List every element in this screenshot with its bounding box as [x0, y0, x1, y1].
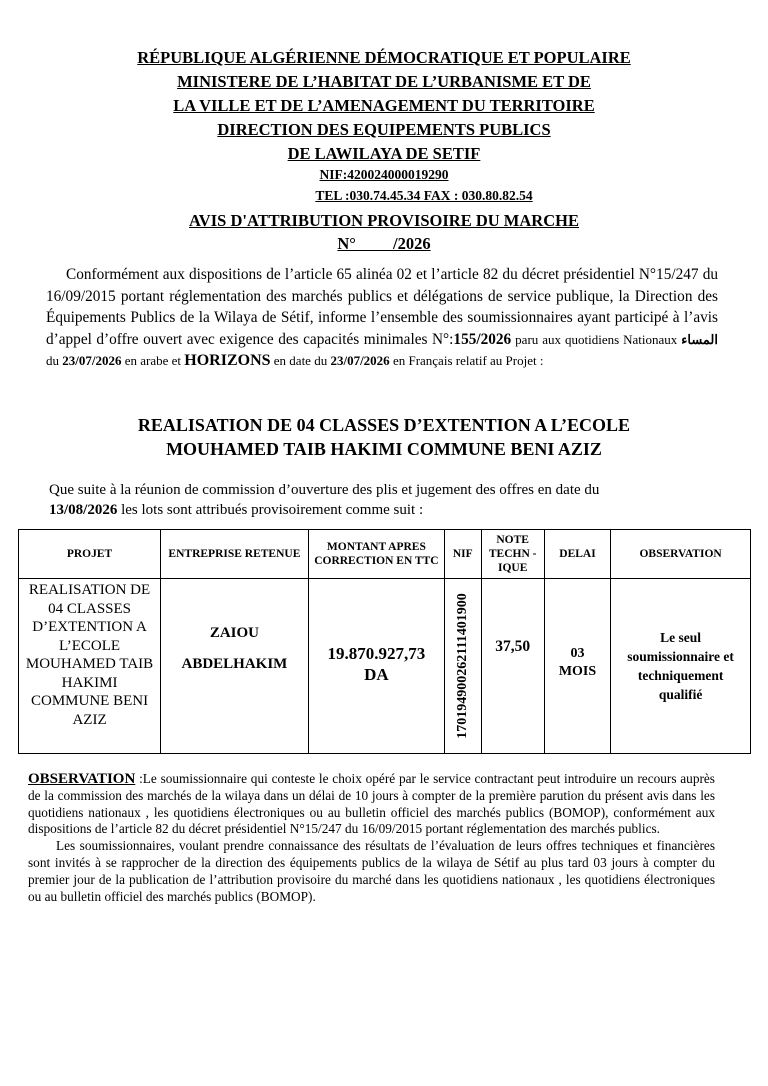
intro-text-c: du — [46, 353, 63, 368]
intro-journal-arabic: المساء — [681, 331, 719, 347]
intro-avis-number: 155/2026 — [453, 330, 512, 348]
cell-projet: REALISATION DE 04 CLASSES D’EXTENTION A L’ECOLE MOUHAMED TAIB HAKIMI COMMUNE BENI AZIZ — [19, 579, 161, 754]
header-nif: NIF:420024000019290 — [319, 167, 449, 182]
meeting-paragraph — [49, 480, 729, 520]
cell-note: 37,50 — [481, 579, 544, 754]
observation-paragraph — [28, 771, 715, 905]
intro-text-b: paru aux quotidiens Nationaux — [511, 331, 682, 347]
intro-text-e: en date du — [270, 353, 331, 368]
cell-delai: 03 MOIS — [544, 579, 610, 754]
intro-horizons: HORIZONS — [184, 352, 271, 369]
intro-text-a: Conformément aux dispositions de l’article 65 alinéa 02 et l’article 82 du décret présidentiel N°15/247 du 16/09/2015 portant réglementation des marchés publics et délégations de service publique, la Direction des Équipements Publics de la Wilaya de Sétif, informe l’ensemble des soumissionnaires ayant participé à l’avis d’appel d’offre ouvert avec exigence des capacités minimales N°: — [46, 266, 718, 348]
meeting-text-a: Que suite à la réunion de commission d’ouverture des plis et jugement des offres en date du — [49, 482, 600, 498]
col-header-nif: NIF — [445, 530, 481, 579]
col-header-delai: DELAI — [544, 530, 610, 579]
header-tel-fax: TEL :030.74.45.34 FAX : 030.80.82.54 — [315, 188, 533, 203]
cell-observation: Le seul soumissionnaire et techniquement qualifié — [611, 579, 751, 754]
col-header-note: NOTE TECHN -IQUE — [481, 530, 544, 579]
intro-text-d: en arabe et — [121, 353, 185, 368]
col-header-montant: MONTANT APRES CORRECTION EN TTC — [308, 530, 444, 579]
cell-entreprise-name-1: ZAIOU — [209, 625, 259, 641]
avis-title: AVIS D'ATTRIBUTION PROVISOIRE DU MARCHE — [189, 211, 579, 230]
cell-nif — [445, 579, 481, 754]
col-header-observation: OBSERVATION — [611, 530, 751, 579]
cell-nif-value: 170194900262111401900 — [454, 593, 470, 739]
observation-text: :Le soumissionnaire qui conteste le choix opéré par le service contractant peut introduire un recours auprès de la commission des marchés de la wilaya dans un délai de 10 jours à compter de la première parution du présent avis dans les quotidiens nationaux , les quotidiens électroniques ou au bulletin officiel des marchés publics (BOMOP), conformément aux dispositions de l’article 82 du décret présidentiel N°15/247 du 16/09/2015 portant réglementation des marchés publics. — [28, 771, 715, 837]
intro-paragraph — [46, 264, 718, 372]
meeting-text-b: les lots sont attribués provisoirement comme suit : — [117, 502, 424, 518]
header-republique: RÉPUBLIQUE ALGÉRIENNE DÉMOCRATIQUE ET POPULAIRE — [137, 48, 631, 67]
cell-entreprise — [161, 579, 309, 754]
table-header-row — [19, 530, 751, 579]
intro-date-french: 23/07/2026 — [330, 353, 390, 368]
header-direction: DIRECTION DES EQUIPEMENTS PUBLICS — [217, 120, 551, 139]
observation-label: OBSERVATION — [28, 771, 136, 787]
project-title-line1: REALISATION DE 04 CLASSES D’EXTENTION A L’ECOLE — [137, 415, 631, 435]
intro-date-arabic: 23/07/2026 — [62, 353, 122, 368]
cell-montant: 19.870.927,73 DA — [308, 579, 444, 754]
meeting-date: 13/08/2026 — [49, 502, 118, 518]
col-header-projet: PROJET — [19, 530, 161, 579]
attribution-table — [18, 529, 751, 754]
intro-text-f: en Français relatif au Projet : — [389, 353, 544, 368]
project-title-line2: MOUHAMED TAIB HAKIMI COMMUNE BENI AZIZ — [166, 439, 602, 459]
header-ministere: MINISTERE DE L’HABITAT DE L’URBANISME ET DE — [177, 72, 591, 91]
avis-number: N° /2026 — [337, 234, 431, 253]
table-row — [19, 579, 751, 754]
observation-text-2: Les soumissionnaires, voulant prendre connaissance des résultats de l’évaluation de leurs offres techniques et financières sont invités à se rapprocher de la direction des équipements publics de la wilaya de Sétif au plus tard 03 jours à compter du premier jour de la publication de l’attribution provisoire du marché dans les quotidiens nationaux , les quotidiens électroniques ou au bulletin officiel des marchés publics (BOMOP). — [28, 838, 715, 904]
header-wilaya: DE LAWILAYA DE SETIF — [287, 144, 481, 163]
header-ministere-cont: LA VILLE ET DE L’AMENAGEMENT DU TERRITOIRE — [173, 96, 595, 115]
cell-entreprise-name-2: ABDELHAKIM — [181, 656, 288, 672]
col-header-entreprise: ENTREPRISE RETENUE — [161, 530, 309, 579]
